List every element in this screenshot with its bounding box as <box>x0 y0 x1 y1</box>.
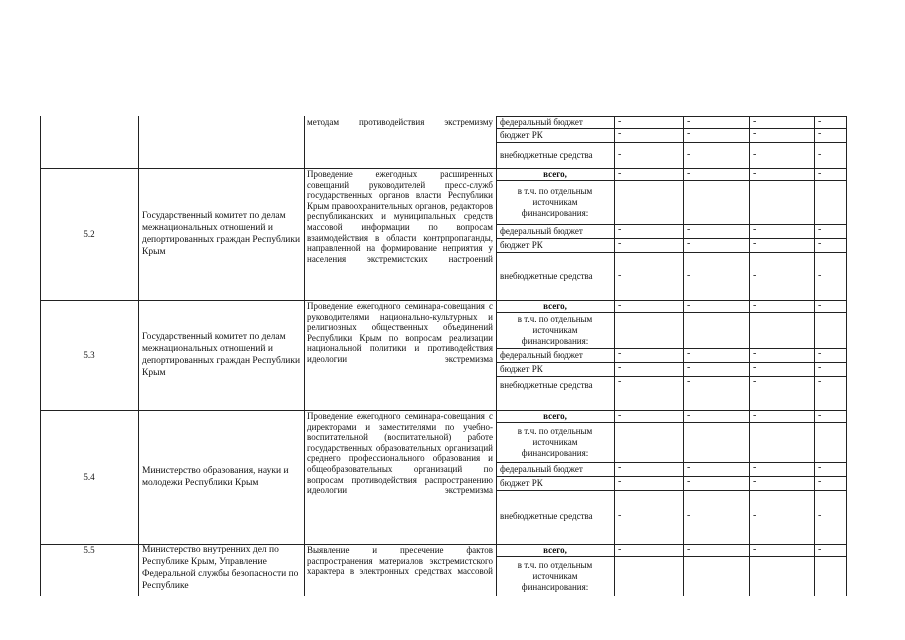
funding-value: - <box>687 168 691 179</box>
row-number-text: 5.5 <box>83 545 95 555</box>
table-border-vertical <box>814 116 815 596</box>
table-border-vertical <box>683 116 684 596</box>
funding-value <box>687 422 727 462</box>
funding-source-label: федеральный бюджет <box>500 117 583 127</box>
funding-value: - <box>818 116 822 127</box>
funding-source-label: внебюджетные средства <box>500 380 593 390</box>
funding-source-label: федеральный бюджет <box>500 350 583 360</box>
funding-value: - <box>618 376 622 387</box>
funding-source <box>498 477 612 490</box>
funding-value: - <box>818 238 822 249</box>
funding-source <box>498 491 612 542</box>
funding-value <box>687 180 727 224</box>
funding-value <box>687 312 727 348</box>
funding-value: - <box>687 462 691 473</box>
responsible-department <box>139 168 304 300</box>
funding-value: - <box>618 476 622 487</box>
funding-source-label: в т.ч. по отдельным источникам финансирования: <box>517 314 593 346</box>
funding-source <box>498 169 612 180</box>
funding-value: - <box>753 224 757 235</box>
funding-value: - <box>818 270 822 281</box>
funding-source <box>498 181 612 224</box>
funding-source <box>498 411 612 422</box>
activity-description: Проведение ежегодного семинара-совещания с руководителями национально-культурных и религиозных общественных объединений Республики Крым по вопросам реализации национальной политики и противодействия идеологии экстремизма <box>307 301 493 364</box>
funding-value <box>753 180 793 224</box>
funding-value: - <box>687 300 691 311</box>
funding-value: - <box>618 348 622 359</box>
funding-source <box>498 143 612 168</box>
activity-description: Выявление и пресечение фактов распространения материалов экстремистского характера в электронных средствах массовой <box>307 545 493 577</box>
funding-value: - <box>618 116 622 127</box>
funding-value: - <box>687 476 691 487</box>
funding-value: - <box>753 348 757 359</box>
funding-source-label: бюджет РК <box>500 130 543 140</box>
funding-value <box>818 422 858 462</box>
department-text: Государственный комитет по делам межнациональных отношений и депортированных граждан Республики Крым <box>142 211 301 257</box>
funding-source-label: федеральный бюджет <box>500 226 583 236</box>
row-number-text: 5.3 <box>83 349 95 360</box>
funding-source <box>498 129 612 142</box>
funding-value: - <box>618 462 622 473</box>
row-number <box>40 300 138 410</box>
funding-value: - <box>687 510 691 521</box>
funding-source-label: в т.ч. по отдельным источникам финансирования: <box>517 186 593 218</box>
funding-source <box>498 463 612 476</box>
funding-source-label: в т.ч. по отдельным источникам финансирования: <box>517 560 593 592</box>
funding-value: - <box>818 376 822 387</box>
funding-value <box>618 422 658 462</box>
funding-value: - <box>753 238 757 249</box>
responsible-department <box>139 300 304 410</box>
funding-value <box>753 312 793 348</box>
funding-value: - <box>753 362 757 373</box>
funding-source <box>498 545 612 556</box>
row-number <box>40 168 138 300</box>
funding-value: - <box>687 224 691 235</box>
funding-source <box>498 301 612 312</box>
funding-value: - <box>687 410 691 421</box>
funding-value: - <box>753 510 757 521</box>
funding-value: - <box>687 362 691 373</box>
funding-value: - <box>687 149 691 160</box>
funding-value: - <box>618 270 622 281</box>
funding-source-label: всего, <box>543 545 567 555</box>
funding-value: - <box>618 510 622 521</box>
funding-source-label: внебюджетные средства <box>500 271 593 281</box>
funding-value: - <box>618 149 622 160</box>
funding-value: - <box>818 149 822 160</box>
funding-value: - <box>687 544 691 555</box>
funding-source <box>498 313 612 348</box>
funding-value: - <box>618 168 622 179</box>
row-number-text: 5.4 <box>83 471 95 482</box>
funding-value: - <box>687 348 691 359</box>
funding-value: - <box>753 462 757 473</box>
funding-source <box>498 349 612 362</box>
funding-value <box>818 556 858 596</box>
funding-value: - <box>687 376 691 387</box>
funding-value: - <box>618 300 622 311</box>
funding-source-label: бюджет РК <box>500 364 543 374</box>
row-number <box>40 410 138 544</box>
funding-value: - <box>753 544 757 555</box>
table-border-vertical <box>614 116 615 596</box>
funding-source <box>498 423 612 462</box>
table-border-vertical <box>749 116 750 596</box>
funding-value <box>618 556 658 596</box>
funding-source-label: всего, <box>543 301 567 311</box>
funding-value: - <box>687 128 691 139</box>
responsible-department <box>139 410 304 544</box>
funding-value: - <box>818 348 822 359</box>
budget-table <box>40 116 847 596</box>
funding-value: - <box>618 128 622 139</box>
funding-value: - <box>818 510 822 521</box>
funding-value <box>753 556 793 596</box>
funding-value: - <box>753 149 757 160</box>
funding-value: - <box>753 410 757 421</box>
activity-description: Проведение ежегодных расширенных совещаний руководителей пресс-служб государственных органов власти Республики Крым правоохранительных органов, редакторов республиканских и муниципальных средств массовой информации по вопросам взаимодействия в области контрпропаганды, направленной на формирование неприятия у населения экстремистских настроений <box>307 169 493 264</box>
funding-source <box>498 225 612 238</box>
row-number-text: 5.2 <box>83 228 95 239</box>
funding-source <box>498 117 612 128</box>
funding-value: - <box>687 270 691 281</box>
funding-value <box>753 422 793 462</box>
funding-value: - <box>818 128 822 139</box>
funding-value: - <box>618 224 622 235</box>
funding-value: - <box>818 544 822 555</box>
funding-source-label: внебюджетные средства <box>500 150 593 160</box>
funding-source <box>498 377 612 394</box>
funding-source-label: федеральный бюджет <box>500 464 583 474</box>
funding-value: - <box>818 362 822 373</box>
responsible-department <box>139 544 304 596</box>
funding-source-label: бюджет РК <box>500 478 543 488</box>
funding-value: - <box>753 476 757 487</box>
funding-value: - <box>818 476 822 487</box>
department-text: Государственный комитет по делам межнациональных отношений и депортированных граждан Республики Крым <box>142 332 301 378</box>
funding-source-label: всего, <box>543 169 567 179</box>
funding-value: - <box>687 238 691 249</box>
funding-value: - <box>618 238 622 249</box>
funding-source <box>498 239 612 252</box>
table-border-vertical <box>496 116 497 596</box>
row-number <box>40 544 138 596</box>
funding-value: - <box>753 168 757 179</box>
funding-value: - <box>818 168 822 179</box>
funding-source-label: всего, <box>543 411 567 421</box>
funding-value <box>687 556 727 596</box>
department-text: Министерство образования, науки и молодежи Республики Крым <box>142 466 289 488</box>
funding-source <box>498 253 612 300</box>
funding-value: - <box>753 128 757 139</box>
funding-value: - <box>618 544 622 555</box>
funding-source <box>498 363 612 376</box>
funding-value: - <box>618 410 622 421</box>
funding-value <box>818 312 858 348</box>
funding-value: - <box>818 224 822 235</box>
funding-value <box>618 180 658 224</box>
funding-value: - <box>818 462 822 473</box>
funding-value: - <box>753 270 757 281</box>
funding-value: - <box>618 362 622 373</box>
funding-source-label: бюджет РК <box>500 240 543 250</box>
funding-value: - <box>753 116 757 127</box>
funding-value: - <box>818 410 822 421</box>
activity-description: Проведение ежегодного семинара-совещания с директорами и заместителями по учебно-воспитательной (воспитательной) работе государственных образовательных организаций среднего профессионального образования и общеобразовательных организаций по вопросам противодействия распространению идеологии экстремизма <box>307 411 493 496</box>
responsible-department <box>139 116 304 168</box>
funding-value: - <box>753 300 757 311</box>
funding-value: - <box>687 116 691 127</box>
funding-source <box>498 557 612 596</box>
funding-value: - <box>753 376 757 387</box>
activity-description: методам противодействия экстремизму <box>307 117 493 127</box>
funding-source-label: в т.ч. по отдельным источникам финансирования: <box>517 426 593 458</box>
funding-value <box>618 312 658 348</box>
funding-value <box>818 180 858 224</box>
funding-value: - <box>818 300 822 311</box>
department-text: Министерство внутренних дел по Республике Крым, Управление Федеральной службы безопасности по Республике <box>142 545 299 591</box>
funding-source-label: внебюджетные средства <box>500 511 593 521</box>
row-number <box>40 116 138 168</box>
